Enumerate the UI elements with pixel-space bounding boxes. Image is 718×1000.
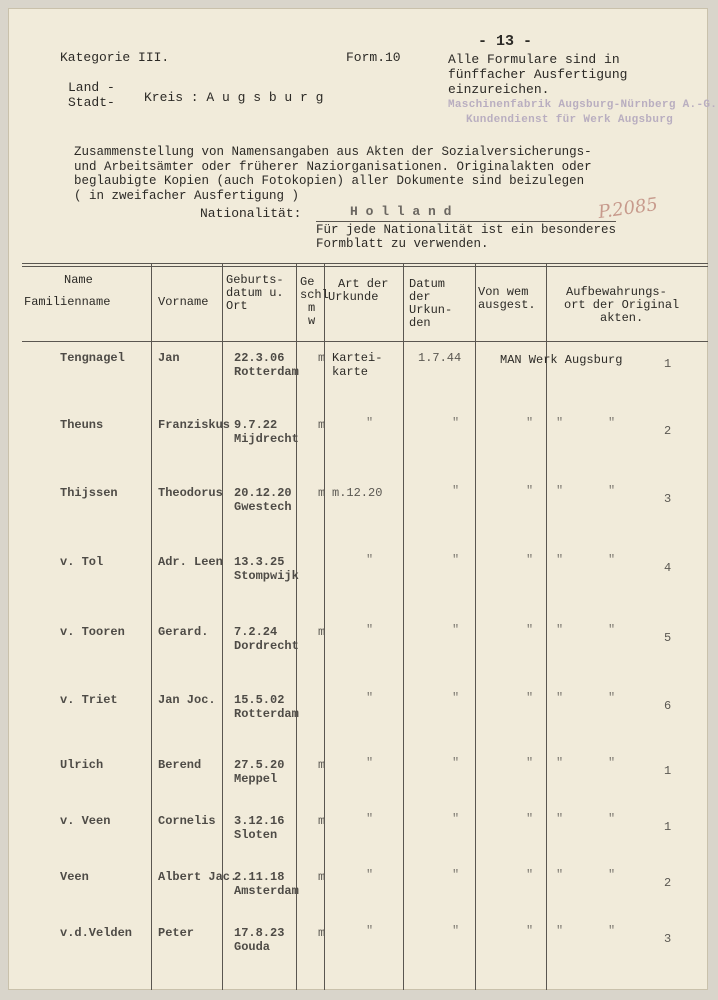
aufbewahrung-nr-cell: 4 [664, 561, 672, 575]
ditto-mark: " [366, 756, 374, 770]
ditto-mark: " [556, 416, 564, 430]
urkunde-art-cell: m.12.20 [332, 486, 383, 500]
header-line: ort der Original [564, 298, 680, 312]
geburtsdatum-cell: 15.5.02 [234, 693, 285, 707]
geschlecht-cell: m [318, 758, 326, 772]
geburtsdatum-cell: 20.12.20 [234, 486, 292, 500]
header-line: m [308, 301, 316, 315]
geburtsort-cell: Rotterdam [234, 707, 299, 721]
aufbewahrung-nr-cell: 2 [664, 876, 672, 890]
stamp-line: Maschinenfabrik Augsburg-Nürnberg A.-G. [448, 99, 718, 111]
column-divider [475, 263, 476, 990]
aufbewahrung-nr-cell: 3 [664, 932, 672, 946]
column-divider [546, 263, 547, 990]
ditto-mark: " [452, 416, 460, 430]
geschlecht-cell: m [318, 926, 326, 940]
geschlecht-cell: m [318, 814, 326, 828]
ditto-mark: " [366, 416, 374, 430]
geburtsort-cell: Gouda [234, 940, 271, 954]
ditto-mark: " [366, 691, 374, 705]
ditto-mark: " [526, 623, 534, 637]
instruction-line: fünffacher Ausfertigung [448, 67, 628, 82]
stadt-label: Stadt- [68, 95, 115, 110]
geburtsort-cell: Meppel [234, 772, 278, 786]
familienname-cell: Tengnagel [60, 351, 125, 365]
header-line: Geburts- [226, 273, 284, 287]
stamp-line: Kundendienst für Werk Augsburg [466, 114, 674, 126]
urkunde-art-cell-2: karte [332, 365, 369, 379]
intro-line: ( in zweifacher Ausfertigung ) [74, 188, 300, 203]
header-bottom-border [22, 341, 708, 342]
familienname-cell: v. Tol [60, 555, 104, 569]
ditto-mark: " [526, 812, 534, 826]
ditto-mark: " [452, 868, 460, 882]
ditto-mark: " [556, 756, 564, 770]
ditto-mark: " [366, 812, 374, 826]
pencil-note: P.2085 [596, 193, 660, 224]
ditto-mark: " [608, 756, 616, 770]
familienname-cell: v.d.Velden [60, 926, 133, 940]
geburtsort-cell: Sloten [234, 828, 278, 842]
note-line: Formblatt zu verwenden. [316, 237, 489, 251]
header-line: Ge [300, 275, 315, 289]
ditto-mark: " [452, 756, 460, 770]
intro-text [74, 145, 592, 203]
aufbewahrung-nr-cell: 2 [664, 424, 672, 438]
geburtsdatum-cell: 27.5.20 [234, 758, 285, 772]
instruction-line: Alle Formulare sind in [448, 52, 620, 67]
vorname-cell: Jan Joc. [158, 693, 216, 707]
geschlecht-cell: m [318, 418, 326, 432]
geburtsdatum-cell: 2.11.18 [234, 870, 285, 884]
ditto-mark: " [556, 924, 564, 938]
ditto-mark: " [526, 691, 534, 705]
header-line: schl [300, 288, 329, 302]
familienname-cell: v. Tooren [60, 625, 125, 639]
vorname-cell: Berend [158, 758, 202, 772]
ditto-mark: " [366, 623, 374, 637]
col-header-datum [409, 278, 452, 330]
familienname-cell: Theuns [60, 418, 104, 432]
header-line: akten. [600, 311, 644, 325]
ditto-mark: " [526, 484, 534, 498]
column-divider [151, 263, 152, 990]
header-line: Art der [338, 277, 389, 291]
urkunde-art-cell: Kartei- [332, 351, 383, 365]
geburtsdatum-cell: 9.7.22 [234, 418, 278, 432]
header-line: den [409, 316, 431, 330]
header-line: datum u. [226, 286, 284, 300]
header-line: Ort [226, 299, 248, 313]
familienname-cell: Ulrich [60, 758, 104, 772]
category-label: Kategorie III. [60, 50, 170, 65]
intro-line: Zusammenstellung von Namensangaben aus Akten der Sozialversicherungs- [74, 145, 592, 159]
ditto-mark: " [452, 812, 460, 826]
vorname-cell: Franziskus [158, 418, 231, 432]
ditto-mark: " [556, 484, 564, 498]
geburtsort-cell: Stompwijk [234, 569, 299, 583]
col-header-name: Name [64, 273, 93, 287]
instructions [448, 52, 627, 97]
familienname-cell: v. Triet [60, 693, 118, 707]
ditto-mark: " [452, 553, 460, 567]
col-header-familienname: Familienname [24, 295, 111, 309]
aufbewahrung-nr-cell: 1 [664, 820, 672, 834]
vorname-cell: Theodorus [158, 486, 223, 500]
geschlecht-cell: m [318, 351, 326, 365]
vorname-cell: Jan [158, 351, 180, 365]
ditto-mark: " [556, 691, 564, 705]
vorname-cell: Peter [158, 926, 195, 940]
nationality-label: Nationalität: [200, 206, 302, 221]
aufbewahrung-nr-cell: 5 [664, 631, 672, 645]
table-top-border [22, 263, 708, 264]
nationality-value: H o l l a n d [350, 204, 452, 219]
ditto-mark: " [366, 868, 374, 882]
geschlecht-cell: m [318, 486, 326, 500]
col-header-aufbewahrung [566, 286, 679, 325]
vorname-cell: Adr. Leen [158, 555, 223, 569]
ditto-mark: " [556, 868, 564, 882]
ditto-mark: " [608, 868, 616, 882]
col-header-von-wem [478, 286, 536, 312]
ditto-mark: " [608, 812, 616, 826]
familienname-cell: Thijssen [60, 486, 118, 500]
land-label: Land - [68, 80, 115, 95]
header-line: ausgest. [478, 298, 536, 312]
ditto-mark: " [608, 924, 616, 938]
company-stamp [448, 99, 717, 126]
geburtsdatum-cell: 7.2.24 [234, 625, 278, 639]
ditto-mark: " [608, 623, 616, 637]
urkunde-datum-cell: 1.7.44 [418, 351, 462, 365]
ditto-mark: " [366, 924, 374, 938]
col-header-geschlecht [300, 276, 329, 328]
vorname-cell: Albert Jac. [158, 870, 238, 884]
ditto-mark: " [526, 416, 534, 430]
ditto-mark: " [526, 924, 534, 938]
geburtsort-cell: Gwestech [234, 500, 292, 514]
nationality-underline [316, 221, 616, 222]
ausgestellt-von-cell: MAN Werk Augsburg [500, 353, 623, 367]
header-line: Urkunde [328, 290, 379, 304]
header-line: Urkun- [409, 303, 453, 317]
geschlecht-cell: m [318, 870, 326, 884]
ditto-mark: " [452, 691, 460, 705]
ditto-mark: " [608, 553, 616, 567]
familienname-cell: Veen [60, 870, 89, 884]
header-line: Von wem [478, 285, 529, 299]
header-line: w [308, 314, 316, 328]
ditto-mark: " [526, 868, 534, 882]
geburtsdatum-cell: 3.12.16 [234, 814, 285, 828]
ditto-mark: " [608, 416, 616, 430]
geburtsort-cell: Rotterdam [234, 365, 299, 379]
geburtsdatum-cell: 17.8.23 [234, 926, 285, 940]
familienname-cell: v. Veen [60, 814, 111, 828]
geburtsort-cell: Mijdrecht [234, 432, 299, 446]
intro-line: und Arbeitsämter oder früherer Naziorganisationen. Originalakten oder [74, 159, 592, 174]
header-line: Aufbewahrungs- [566, 285, 667, 299]
ditto-mark: " [366, 553, 374, 567]
form-number: Form.10 [346, 50, 401, 65]
intro-line: beglaubigte Kopien (auch Fotokopien) aller Dokumente sind beizulegen [74, 174, 585, 188]
ditto-mark: " [556, 623, 564, 637]
col-header-vorname: Vorname [158, 295, 209, 309]
nationality-note [316, 223, 616, 251]
aufbewahrung-nr-cell: 1 [664, 764, 672, 778]
aufbewahrung-nr-cell: 6 [664, 699, 672, 713]
table-top-border-inner [22, 266, 708, 267]
geburtsort-cell: Amsterdam [234, 884, 299, 898]
ditto-mark: " [608, 484, 616, 498]
ditto-mark: " [452, 924, 460, 938]
ditto-mark: " [452, 484, 460, 498]
aufbewahrung-nr-cell: 3 [664, 492, 672, 506]
vorname-cell: Cornelis [158, 814, 216, 828]
ditto-mark: " [526, 553, 534, 567]
geburtsort-cell: Dordrecht [234, 639, 299, 653]
column-divider [403, 263, 404, 990]
note-line: Für jede Nationalität ist ein besonderes [316, 223, 617, 237]
aufbewahrung-nr-cell: 1 [664, 357, 672, 371]
ditto-mark: " [526, 756, 534, 770]
ditto-mark: " [452, 623, 460, 637]
vorname-cell: Gerard. [158, 625, 209, 639]
col-header-geburtsdatum [226, 274, 284, 313]
kreis-label: Kreis : A u g s b u r g [144, 90, 324, 105]
ditto-mark: " [556, 553, 564, 567]
ditto-mark: " [556, 812, 564, 826]
instruction-line: einzureichen. [448, 82, 550, 97]
geschlecht-cell: m [318, 625, 326, 639]
ditto-mark: " [608, 691, 616, 705]
document-page [8, 8, 718, 990]
geburtsdatum-cell: 22.3.06 [234, 351, 285, 365]
geburtsdatum-cell: 13.3.25 [234, 555, 285, 569]
page-number: - 13 - [478, 33, 533, 50]
header-line: der [409, 290, 431, 304]
col-header-art [328, 278, 388, 304]
header-line: Datum [409, 277, 446, 291]
